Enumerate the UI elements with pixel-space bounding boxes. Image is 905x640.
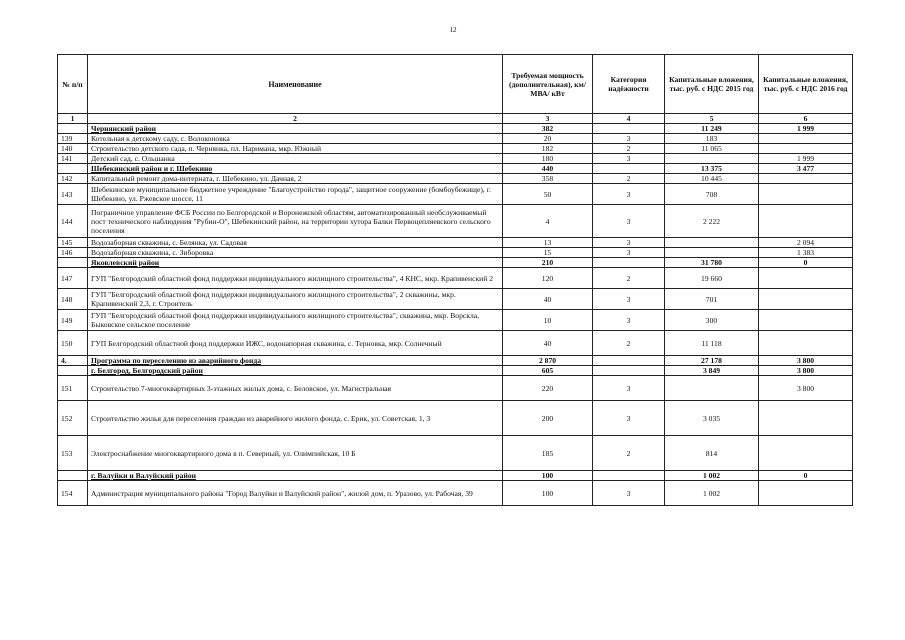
capex-2015-cell: 2 222 — [665, 205, 759, 238]
row-index: 149 — [58, 310, 88, 331]
row-index: 140 — [58, 144, 88, 154]
category-cell: 3 — [593, 401, 665, 436]
object-name: Строительство жилья для переселения граждан из аварийного жилого фонда, с. Ерик, ул. Советская, 1, 3 — [88, 401, 503, 436]
column-number: 5 — [665, 114, 759, 124]
capex-2016-cell — [759, 268, 853, 289]
row-index: 143 — [58, 184, 88, 205]
object-name: ГУП Белгородский областной фонд поддержки ИЖС, водонапорная скважина, с. Терновка, мкр. Солнечный — [88, 331, 503, 356]
table-row — [58, 134, 853, 144]
object-name: ГУП "Белгородский областной фонд поддержки индивидуального жилищного строительства", скважина, мкр. Ворскла, Быковское сельское поселение — [88, 310, 503, 331]
row-index: 147 — [58, 268, 88, 289]
capex-2015-cell: 11 118 — [665, 331, 759, 356]
object-name: Строительство детского сада, п. Чернянка, пл. Наримана, мкр. Южный — [88, 144, 503, 154]
capex-2016-cell — [759, 174, 853, 184]
capex-2015-cell: 11 249 — [665, 124, 759, 134]
capex-2015-cell: 27 178 — [665, 356, 759, 366]
category-cell — [593, 356, 665, 366]
header-category: Категория надёжности — [593, 55, 665, 114]
table-row — [58, 376, 853, 401]
category-cell: 3 — [593, 248, 665, 258]
power-cell: 20 — [503, 134, 593, 144]
row-index: 146 — [58, 248, 88, 258]
object-name: Водозаборная скважина, с. Зиборовка — [88, 248, 503, 258]
category-cell: 2 — [593, 268, 665, 289]
row-index: 154 — [58, 481, 88, 506]
row-index: 152 — [58, 401, 88, 436]
power-cell: 2 870 — [503, 356, 593, 366]
page-number: 12 — [449, 26, 457, 34]
column-number-row — [58, 114, 853, 124]
capex-2015-cell — [665, 154, 759, 164]
capex-2016-cell: 0 — [759, 471, 853, 481]
capex-2015-cell — [665, 376, 759, 401]
table-row — [58, 184, 853, 205]
group-name: г. Белгород, Белгородский район — [88, 366, 503, 376]
capex-2016-cell: 3 477 — [759, 164, 853, 174]
capex-2015-cell: 11 065 — [665, 144, 759, 154]
category-cell: 3 — [593, 134, 665, 144]
category-cell: 3 — [593, 310, 665, 331]
group-row — [58, 366, 853, 376]
table-row — [58, 248, 853, 258]
power-cell: 185 — [503, 436, 593, 471]
category-cell: 3 — [593, 205, 665, 238]
category-cell — [593, 124, 665, 134]
capex-2016-cell: 3 800 — [759, 366, 853, 376]
group-row — [58, 124, 853, 134]
capex-2015-cell: 701 — [665, 289, 759, 310]
capex-2016-cell — [759, 134, 853, 144]
capex-2016-cell: 0 — [759, 258, 853, 268]
category-cell: 2 — [593, 174, 665, 184]
column-number: 6 — [759, 114, 853, 124]
row-index: 151 — [58, 376, 88, 401]
row-index: 139 — [58, 134, 88, 144]
capex-2015-cell: 300 — [665, 310, 759, 331]
power-cell: 180 — [503, 154, 593, 164]
power-cell: 440 — [503, 164, 593, 174]
capex-2016-cell — [759, 310, 853, 331]
capex-2016-cell: 1 383 — [759, 248, 853, 258]
capex-2016-cell: 3 800 — [759, 376, 853, 401]
category-cell: 3 — [593, 154, 665, 164]
category-cell: 3 — [593, 376, 665, 401]
category-cell — [593, 366, 665, 376]
object-name: Детский сад, с. Ольшанка — [88, 154, 503, 164]
power-cell: 40 — [503, 331, 593, 356]
object-name: Электроснабжение многоквартирного дома в п. Северный, ул. Олимпийская, 10 Б — [88, 436, 503, 471]
capex-2015-cell: 708 — [665, 184, 759, 205]
category-cell: 3 — [593, 481, 665, 506]
capex-2015-cell: 19 660 — [665, 268, 759, 289]
column-number: 1 — [58, 114, 88, 124]
category-cell — [593, 471, 665, 481]
table-row — [58, 154, 853, 164]
object-name: Котельная к детскому саду, с. Волоконовка — [88, 134, 503, 144]
power-cell: 605 — [503, 366, 593, 376]
column-number: 4 — [593, 114, 665, 124]
capex-2016-cell — [759, 331, 853, 356]
capex-2016-cell — [759, 481, 853, 506]
table-row — [58, 401, 853, 436]
row-index: 153 — [58, 436, 88, 471]
header-name: Наименование — [88, 55, 503, 114]
object-name: ГУП "Белгородский областной фонд поддержки индивидуального жилищного строительства", 4 КНС, мкр. Крапивенский 2 — [88, 268, 503, 289]
power-cell: 4 — [503, 205, 593, 238]
capex-2016-cell — [759, 144, 853, 154]
capex-2016-cell: 3 800 — [759, 356, 853, 366]
power-cell: 120 — [503, 268, 593, 289]
table-row — [58, 289, 853, 310]
capex-2016-cell: 1 999 — [759, 154, 853, 164]
capex-2016-cell: 2 094 — [759, 238, 853, 248]
table-row — [58, 205, 853, 238]
row-index: 148 — [58, 289, 88, 310]
category-cell: 2 — [593, 144, 665, 154]
category-cell — [593, 258, 665, 268]
group-name: Шебекинский район и г. Шебекино — [88, 164, 503, 174]
category-cell: 2 — [593, 436, 665, 471]
group-row — [58, 471, 853, 481]
header-index: № п/п — [58, 55, 88, 114]
category-cell: 3 — [593, 238, 665, 248]
row-index — [58, 366, 88, 376]
row-index — [58, 258, 88, 268]
group-name: г. Валуйки и Валуйский район — [88, 471, 503, 481]
capex-2015-cell — [665, 238, 759, 248]
object-name: Администрация муниципального района "Город Валуйки и Валуйский район", жилой дом, п. Уразово, ул. Рабочая, 39 — [88, 481, 503, 506]
table-row — [58, 238, 853, 248]
table-row — [58, 310, 853, 331]
category-cell — [593, 164, 665, 174]
capex-2016-cell: 1 999 — [759, 124, 853, 134]
capex-2015-cell: 1 002 — [665, 471, 759, 481]
table-row — [58, 331, 853, 356]
capex-2016-cell — [759, 401, 853, 436]
capex-2015-cell: 1 002 — [665, 481, 759, 506]
power-cell: 382 — [503, 124, 593, 134]
category-cell: 2 — [593, 331, 665, 356]
power-cell: 40 — [503, 289, 593, 310]
header-capex-2015: Капитальные вложения, тыс. руб. с НДС 2015 год — [665, 55, 759, 114]
object-name: ГУП "Белгородский областной фонд поддержки индивидуального жилищного строительства", 2 скважины, мкр. Крапивенский 2,3, г. Строитель — [88, 289, 503, 310]
column-number: 3 — [503, 114, 593, 124]
row-index: 145 — [58, 238, 88, 248]
capex-2015-cell: 183 — [665, 134, 759, 144]
power-cell: 220 — [503, 376, 593, 401]
capex-2015-cell: 13 375 — [665, 164, 759, 174]
object-name: Строительство 7-многоквартирных 3-этажных жилых дома, с. Беловское, ул. Магистральная — [88, 376, 503, 401]
capex-2016-cell — [759, 436, 853, 471]
object-name: Водозаборная скважина, с. Белянка, ул. Садовая — [88, 238, 503, 248]
group-name: Яковлевский район — [88, 258, 503, 268]
header-row — [58, 55, 853, 114]
group-row — [58, 258, 853, 268]
category-cell: 3 — [593, 184, 665, 205]
row-index — [58, 164, 88, 174]
table-row — [58, 268, 853, 289]
power-cell: 100 — [503, 481, 593, 506]
row-index — [58, 124, 88, 134]
capex-2015-cell: 31 780 — [665, 258, 759, 268]
capex-2015-cell: 3 035 — [665, 401, 759, 436]
table-row — [58, 174, 853, 184]
row-index: 141 — [58, 154, 88, 164]
group-row — [58, 164, 853, 174]
object-name: Капитальный ремонт дома-интерната, г. Шебекино, ул. Дачная, 2 — [88, 174, 503, 184]
category-cell: 3 — [593, 289, 665, 310]
capital-investment-table — [57, 54, 853, 506]
power-cell: 13 — [503, 238, 593, 248]
row-index: 142 — [58, 174, 88, 184]
capex-2015-cell: 814 — [665, 436, 759, 471]
table-row — [58, 144, 853, 154]
power-cell: 100 — [503, 471, 593, 481]
object-name: Шебекинское муниципальное бюджетное учреждение "Благоустройство города", защитное сооружение (бомбоубежище), г. Шебекино, ул. Ржевское шоссе, 11 — [88, 184, 503, 205]
power-cell: 358 — [503, 174, 593, 184]
header-capex-2016: Капитальные вложения, тыс. руб. с НДС 2016 год — [759, 55, 853, 114]
group-name: Программа по переселению из аварийного фонда — [88, 356, 503, 366]
power-cell: 182 — [503, 144, 593, 154]
row-index: 150 — [58, 331, 88, 356]
group-name: Чернянский район — [88, 124, 503, 134]
column-number: 2 — [88, 114, 503, 124]
object-name: Пограничное управление ФСБ России по Белгородской и Воронежской областям, автоматизированный необслуживаемый пост технического наблюдения "Рубин-О", Шебекинский район, на территории хутора Балки Первоцепляевского сельского поселения — [88, 205, 503, 238]
table-row — [58, 481, 853, 506]
power-cell: 15 — [503, 248, 593, 258]
row-index: 4. — [58, 356, 88, 366]
group-row — [58, 356, 853, 366]
power-cell: 210 — [503, 258, 593, 268]
power-cell: 50 — [503, 184, 593, 205]
capex-2015-cell: 10 445 — [665, 174, 759, 184]
header-power: Требуемая мощность (дополнительная), км/ МВА/ кВт — [503, 55, 593, 114]
row-index: 144 — [58, 205, 88, 238]
capex-2015-cell: 3 849 — [665, 366, 759, 376]
row-index — [58, 471, 88, 481]
capex-2016-cell — [759, 184, 853, 205]
power-cell: 10 — [503, 310, 593, 331]
power-cell: 200 — [503, 401, 593, 436]
capex-2015-cell — [665, 248, 759, 258]
capex-2016-cell — [759, 205, 853, 238]
capex-2016-cell — [759, 289, 853, 310]
table-row — [58, 436, 853, 471]
